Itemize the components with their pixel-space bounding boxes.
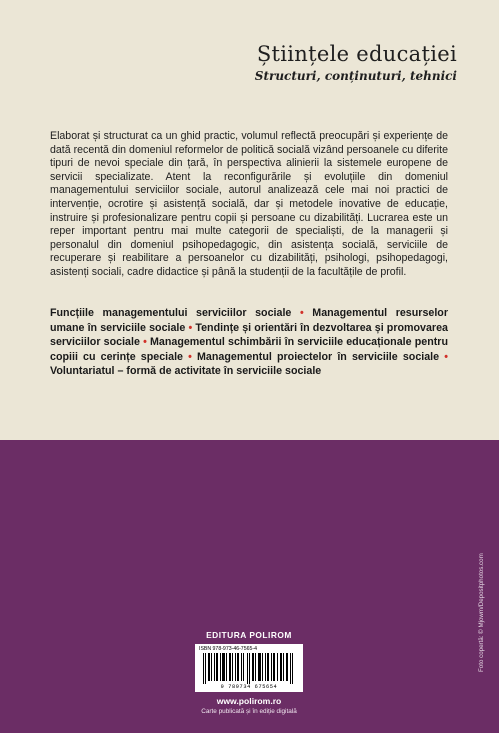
contents-list <box>50 306 448 379</box>
digital-edition-note: Carte publicată și în ediție digitală <box>201 708 297 715</box>
publisher-block <box>189 630 309 716</box>
photo-credit: Foto copertă: © Mjowm/Depositphotos.com <box>478 553 485 672</box>
isbn-label: ISBN 978-973-46-7565-4 <box>199 646 257 652</box>
series-subtitle: Structuri, conținuturi, tehnici <box>254 69 457 83</box>
contents-item: Managementul proiectelor în serviciile sociale <box>197 350 440 363</box>
publisher-website[interactable]: www.polirom.ro <box>216 696 282 706</box>
barcode-icon <box>203 653 295 684</box>
contents-item: Funcțiile managementului serviciilor sociale <box>50 307 292 319</box>
contents-item: Managementul schimbării în serviciile educaționale pentru copiii cu cerințe speciale <box>50 336 448 363</box>
bullet-separator: • <box>188 321 193 334</box>
bullet-separator: • <box>143 336 147 349</box>
bullet-separator: • <box>299 307 304 319</box>
book-description: Elaborat și structurat ca un ghid practic, volumul reflectă preocupări și experiențe de dată recentă din domeniul reformelor de politică socială vizând persoanele cu diferite tipuri de nevoi speciale din țară, în perspectiva alinierii la sistemele europene de servicii specializate. Atent la reconfigurările și evoluțiile din domeniul managementului serviciilor sociale, autorul analizează cele mai noi practici de intervenție, ocrotire și asistență socială, dar și metodele inovative de educație, instruire și profesionalizare pentru copii și persoane cu dizabilități. Lucrarea este un reper important pentru mai multe categorii de specialiști, de la managerii și personalul din domeniul psihopedagogic, din asistența socială, serviciile de recuperare și reabilitare a persoanelor cu dizabilități, psihologi, psihopedagogi, asistenți sociali, cadre didactice și până la studenții de la facultățile de profil. <box>50 130 448 278</box>
publisher-name: EDITURA POLIROM <box>206 630 292 640</box>
series-header <box>255 42 457 84</box>
barcode <box>195 644 303 692</box>
contents-item: Managementul resurselor umane în serviciile sociale <box>50 307 448 334</box>
barcode-digits: 9 789734 675654 <box>220 684 278 690</box>
bullet-separator: • <box>188 350 192 363</box>
contents-item: Tendințe și orientări în dezvoltarea și promovarea serviciilor sociale <box>50 321 448 349</box>
contents-item: Voluntariatul – formă de activitate în serviciile sociale <box>50 365 322 378</box>
series-title: Științele educației <box>256 42 457 66</box>
bullet-separator: • <box>444 350 448 363</box>
